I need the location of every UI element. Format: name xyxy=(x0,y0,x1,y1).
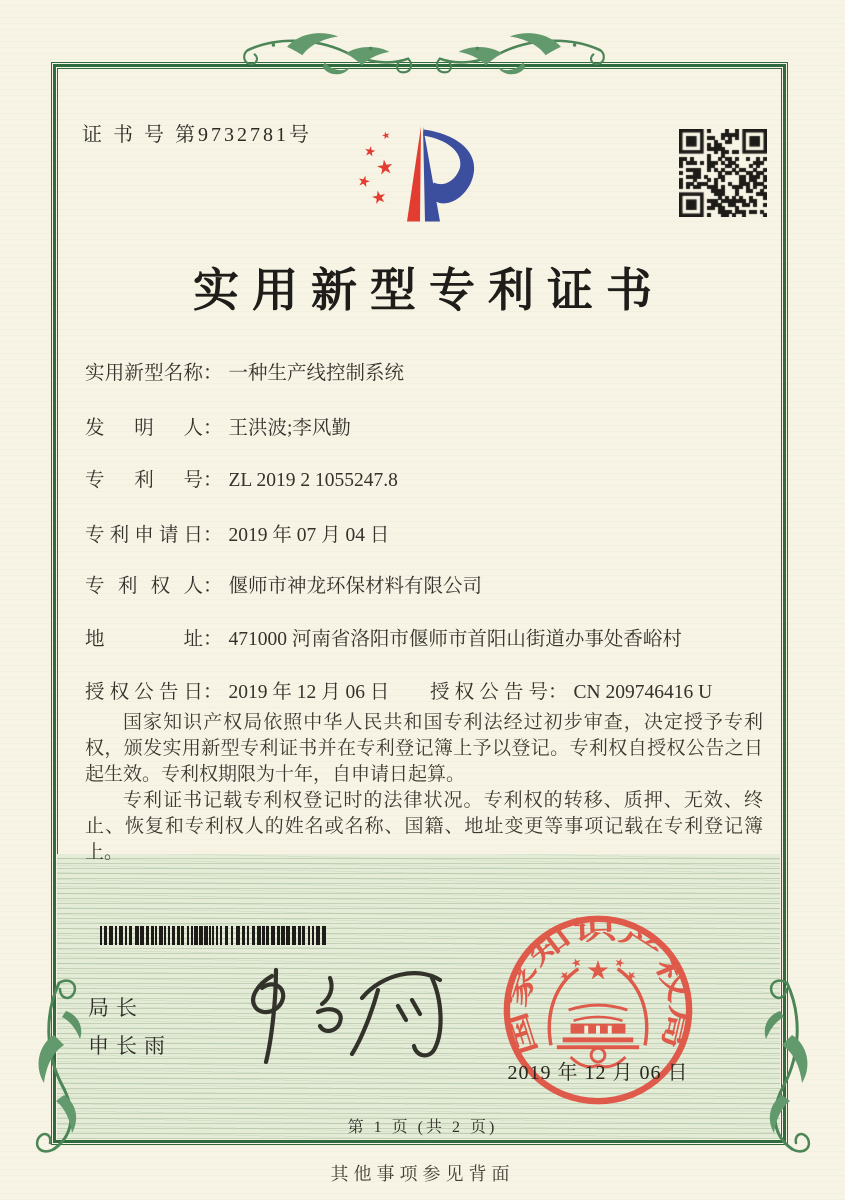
field-label: 发明人 xyxy=(85,418,203,439)
page-number: 第 1 页 (共 2 页) xyxy=(347,1119,498,1136)
field-row-name: 实用新型名称： 一种生产线控制系统 xyxy=(85,357,404,385)
seal-date: 2019 年 12 月 06 日 xyxy=(507,1062,689,1084)
field-row-filing-date: 专利申请日： 2019 年 07 月 04 日 xyxy=(85,519,389,547)
field-value: 偃师市神龙环保材料有限公司 xyxy=(228,576,483,597)
field-label: 专利号 xyxy=(85,470,203,491)
corner-flourish-icon xyxy=(14,975,104,1160)
field-row-patentee: 专利权人： 偃师市神龙环保材料有限公司 xyxy=(85,570,482,598)
field-row-grant-number: 授权公告号： CN 209746416 U xyxy=(430,676,712,704)
corner-flourish-icon xyxy=(742,975,832,1160)
field-value: 王洪波;李风勤 xyxy=(228,418,351,439)
legal-text xyxy=(85,710,763,866)
field-value: 471000 河南省洛阳市偃师市首阳山街道办事处香峪村 xyxy=(228,629,682,650)
field-value: ZL 2019 2 1055247.8 xyxy=(228,470,398,491)
field-label: 授权公告号 xyxy=(430,682,548,703)
signatory-title: 局长 xyxy=(88,996,144,1020)
field-value: 2019 年 07 月 04 日 xyxy=(228,525,390,546)
national-emblem-icon xyxy=(549,957,646,1067)
certificate-number: 证 书 号 第9732781号 xyxy=(82,124,312,146)
flourish-ornament-icon xyxy=(424,28,616,86)
field-row-grant-date: 授权公告日： 2019 年 12 月 06 日 xyxy=(85,676,389,704)
director-signature xyxy=(230,958,460,1070)
field-label: 实用新型名称 xyxy=(85,363,203,384)
cnipa-logo-icon xyxy=(352,120,492,228)
field-row-inventor: 发明人： 王洪波;李风勤 xyxy=(85,412,351,440)
field-value: 一种生产线控制系统 xyxy=(228,363,405,384)
field-label: 专利申请日 xyxy=(85,525,203,546)
svg-text:国家知识产权局 xyxy=(501,914,695,1058)
field-value: CN 209746416 U xyxy=(573,682,713,703)
certificate-title: 实用新型专利证书 xyxy=(193,265,665,316)
legal-paragraph: 国家知识产权局依照中华人民共和国专利法经过初步审查，决定授予专利权，颁发实用新型专利证书并在专利登记簿上予以登记。专利权自授权公告之日起生效。专利权期限为十年，自申请日起算。 xyxy=(85,712,763,785)
barcode xyxy=(100,926,332,945)
flourish-ornament-icon xyxy=(232,28,424,86)
qr-code xyxy=(679,129,767,217)
seal-ring-text: 国家知识产权局 xyxy=(501,915,695,1059)
back-note: 其他事项参见背面 xyxy=(330,1164,515,1184)
field-label: 地址 xyxy=(85,629,203,650)
field-value: 2019 年 12 月 06 日 xyxy=(228,682,390,703)
field-label: 授权公告日 xyxy=(85,682,203,703)
field-label: 专利权人 xyxy=(85,576,203,597)
field-row-patent-no: 专利号： ZL 2019 2 1055247.8 xyxy=(85,464,398,492)
signatory-name: 申长雨 xyxy=(88,1034,172,1058)
field-row-address: 地址： 471000 河南省洛阳市偃师市首阳山街道办事处香峪村 xyxy=(85,623,682,651)
legal-paragraph: 专利证书记载专利权登记时的法律状况。专利权的转移、质押、无效、终止、恢复和专利权人的姓名或名称、国籍、地址变更等事项记载在专利登记簿上。 xyxy=(85,790,763,863)
